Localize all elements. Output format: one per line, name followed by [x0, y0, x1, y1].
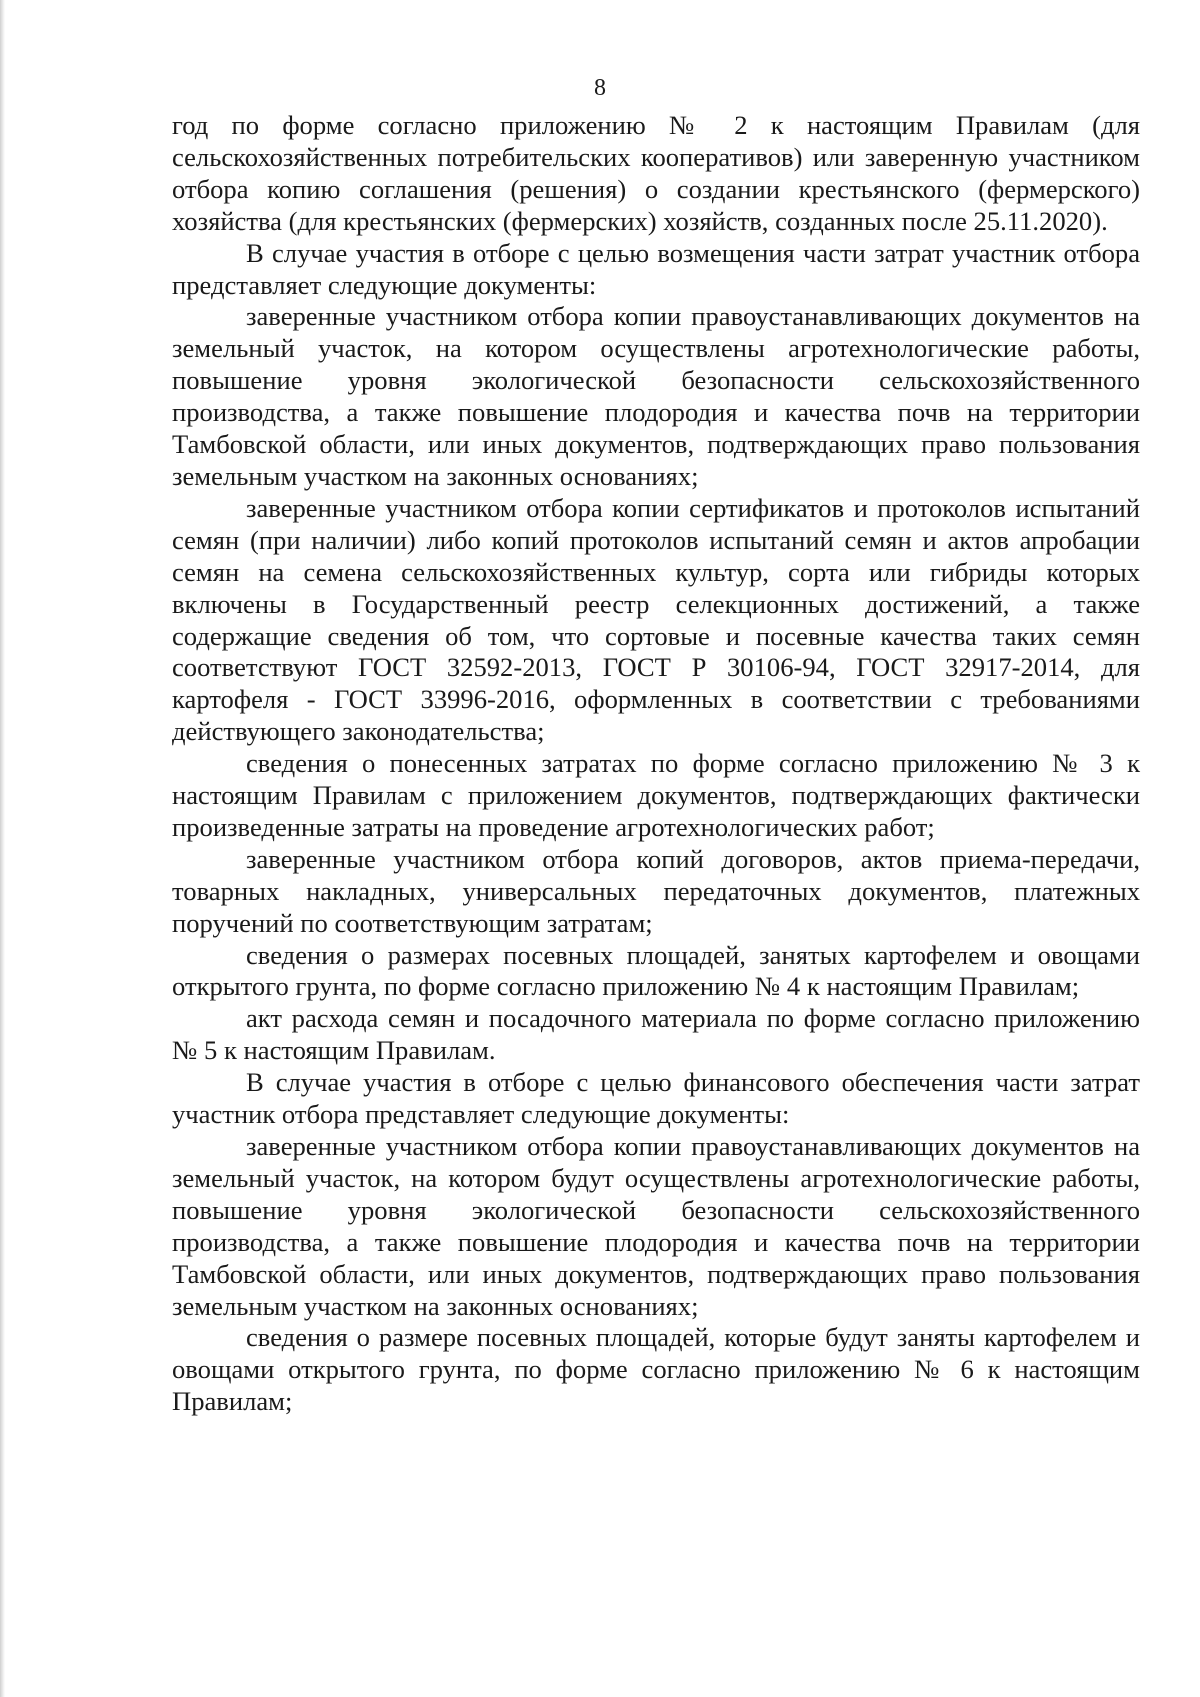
scan-edge	[0, 0, 5, 1697]
paragraph-planned-sown-area: сведения о размере посевных площадей, которые будут заняты картофелем и овощами открытого грунта, по форме согласно приложению № 6 к настоящим Правилам;	[172, 1322, 1140, 1417]
paragraph-seed-consumption-act: акт расхода семян и посадочного материала по форме согласно приложению № 5 к настоящим Правилам.	[172, 1003, 1140, 1066]
paragraph-land-rights-docs: заверенные участником отбора копии правоустанавливающих документов на земельный участок, на котором осуществлены агротехнологические работы, повышение уровня экологической безопасности сельскохозяйственного производства, а также повышение плодородия и качества почв на территории Тамбовской области, или иных документов, подтверждающих право пользования земельным участком на законных основаниях;	[172, 301, 1140, 491]
paragraph-expense-info: сведения о понесенных затратах по форме согласно приложению № 3 к настоящим Правилам с приложением документов, подтверждающих фактически произведенные затраты на проведение агротехнологических работ;	[172, 748, 1140, 842]
document-body	[172, 110, 1140, 1418]
paragraph-continuation: год по форме согласно приложению № 2 к настоящим Правилам (для сельскохозяйственных потребительских кооперативов) или заверенную участником отбора копию соглашения (решения) о создании крестьянского (фермерского) хозяйства (для крестьянских (фермерских) хозяйств, созданных после 25.11.2020).	[172, 110, 1140, 236]
paragraph-financing-intro: В случае участия в отборе с целью финансового обеспечения части затрат участник отбора представляет следующие документы:	[172, 1067, 1140, 1130]
paragraph-reimbursement-intro: В случае участия в отборе с целью возмещения части затрат участник отбора представляет следующие документы:	[172, 237, 1140, 300]
paragraph-land-rights-docs-future: заверенные участником отбора копии правоустанавливающих документов на земельный участок, на котором будут осуществлены агротехнологические работы, повышение уровня экологической безопасности сельскохозяйственного производства, а также повышение плодородия и качества почв на территории Тамбовской области, или иных документов, подтверждающих право пользования земельным участком на законных основаниях;	[172, 1131, 1140, 1321]
paragraph-sown-area-info: сведения о размерах посевных площадей, занятых картофелем и овощами открытого грунта, по форме согласно приложению № 4 к настоящим Правилам;	[172, 939, 1140, 1002]
paragraph-contract-copies: заверенные участником отбора копий договоров, актов приема-передачи, товарных накладных, универсальных передаточных документов, платежных поручений по соответствующим затратам;	[172, 843, 1140, 938]
page-number: 8	[594, 75, 606, 101]
paragraph-seed-certificates: заверенные участником отбора копии сертификатов и протоколов испытаний семян (при наличии) либо копий протоколов испытаний семян и актов апробации семян на семена сельскохозяйственных культур, сорта или гибриды которых включены в Государственный реестр селекционных достижений, а также содержащие сведения об том, что сортовые и посевные качества таких семян соответствуют ГОСТ 32592-2013, ГОСТ Р 30106-94, ГОСТ 32917-2014, для картофеля - ГОСТ 33996-2016, оформленных в соответствии с требованиями действующего законодательства;	[172, 492, 1140, 747]
